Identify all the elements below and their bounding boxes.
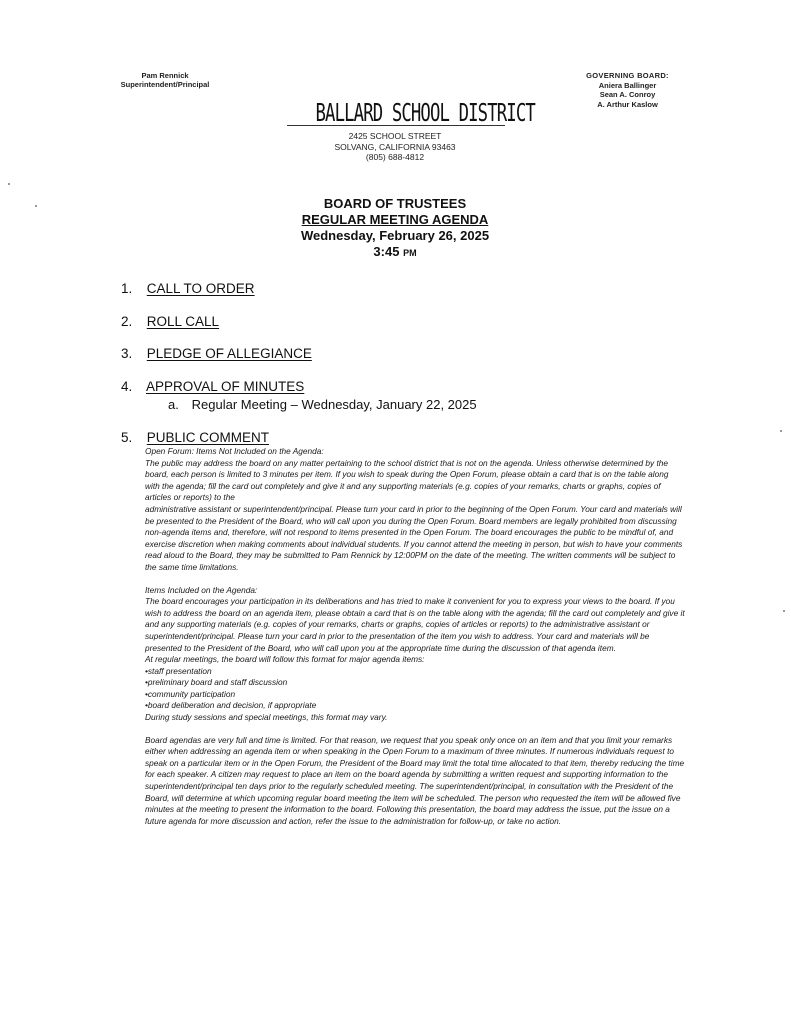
item-number: 4.: [121, 379, 133, 394]
address-city: SOLVANG, CALIFORNIA 93463: [334, 141, 456, 152]
public-comment-body: [145, 446, 685, 827]
item-number: 5.: [121, 430, 133, 445]
format-item: • community participation: [145, 689, 685, 701]
agenda-time: 3:45: [373, 244, 400, 259]
format-intro: At regular meetings, the board will follow this format for major agenda items:: [145, 654, 425, 665]
format-item: • staff presentation: [145, 666, 685, 678]
scan-speck: [8, 183, 10, 185]
scan-speck: [783, 610, 785, 612]
item-number: 1.: [121, 281, 133, 296]
agenda-line2: REGULAR MEETING AGENDA: [301, 212, 489, 227]
district-rule: [287, 125, 505, 126]
format-item: • preliminary board and staff discussion: [145, 677, 685, 689]
superintendent-block: [110, 71, 220, 89]
item-label: PLEDGE OF ALLEGIANCE: [146, 346, 312, 361]
open-forum-paragraph: The public may address the board on any matter pertaining to the school district that is not on the agenda. Unless otherwise determined by the board, each person is limited to 3 minutes per item. If you wish to speak during the Open Forum, please obtain a card that is on the table along with the agenda; fill the card out completely and give it and any supporting materials (e.g. copies of your remarks, charts or graphs, copies of articles or reports) to the: [145, 457, 669, 503]
subitem-text: Regular Meeting – Wednesday, January 22, 2025: [191, 397, 477, 412]
format-item: • board deliberation and decision, if appropriate: [145, 700, 685, 712]
superintendent-name: Pam Rennick: [141, 71, 189, 80]
agenda-time-suffix: PM: [403, 248, 417, 258]
minutes-subitem: [168, 397, 477, 413]
item-label: ROLL CALL: [146, 314, 220, 329]
governing-board-block: [570, 71, 685, 109]
address-street: 2425 SCHOOL STREET: [348, 131, 442, 141]
agenda-title: [250, 196, 540, 261]
item-number: 2.: [121, 314, 133, 329]
agenda-time-line: [250, 244, 540, 261]
board-member: Aniera Ballinger: [598, 80, 657, 90]
governing-board-title: GOVERNING BOARD:: [586, 71, 669, 80]
agenda-item-roll-call: [121, 314, 219, 330]
scan-speck: [780, 430, 782, 432]
format-outro: During study sessions and special meetings, this format may vary.: [145, 712, 388, 723]
format-list: [145, 666, 685, 712]
agenda-date: Wednesday, February 26, 2025: [300, 228, 490, 243]
board-member: Sean A. Conroy: [599, 90, 656, 99]
item-label: CALL TO ORDER: [146, 281, 255, 296]
open-forum-paragraph: administrative assistant or superintendent/principal. Please turn your card in prior to the beginning of the Open Forum. Your card and materials will be presented to the President of the Board, who will call upon you during the Open Forum. Board members are legally prohibited from discussing non-agenda items and, therefore, will not respond to items presented in the Open Forum. The board encourages the public to be mindful of, and exercise discretion when making comments about individual students. If you cannot attend the meeting in person, but wish to have your comments read aloud to the Board, they may be submitted to Pam Rennick by 12:00PM on the date of the meeting. The written comments will be subject to the same time limitations.: [145, 503, 683, 572]
district-address: [290, 131, 500, 163]
agenda-item-call-to-order: [121, 281, 255, 297]
superintendent-title: Superintendent/Principal: [120, 80, 210, 89]
board-member: A. Arthur Kaslow: [597, 99, 658, 109]
item-label: APPROVAL OF MINUTES: [146, 379, 305, 394]
district-name: BALLARD SCHOOL DISTRICT: [315, 98, 535, 128]
board-agendas-paragraph: Board agendas are very full and time is limited. For that reason, we request that you speak only once on an item and that you limit your remarks either when addressing an agenda item or when speaking in the Open Forum to a maximum of three minutes. If numerous individuals request to speak on a particular item or in the Open Forum, the President of the Board may limit the total time allocated to that item, thereby reducing the time for each speaker. A citizen may request to place an item on the board agenda by submitting a written request and supporting information to the superintendent/principal ten days prior to the regularly scheduled meeting. The superintendent/principal, in consultation with the President of the Board, will determine at which upcoming regular board meeting the item will be scheduled. The person who requested the item will be allowed five minutes at the meeting to present the information to the board. Following this presentation, the board may address the issue, put the issue on a future agenda for more discussion and action, refer the issue to the administration for follow-up, or take no action.: [145, 734, 685, 826]
address-phone: (805) 688-4812: [365, 152, 425, 162]
agenda-item-pledge: [121, 346, 312, 362]
item-label: PUBLIC COMMENT: [146, 430, 270, 445]
included-paragraph: The board encourages your participation in its deliberations and has tried to make it convenient for you to express your views to the board. If you wish to address the board on an agenda item, please obtain a card that is on the table along with the agenda; fill the card out completely and give it and any supporting materials (e.g. copies of your remarks, charts or graphs, copies of articles or reports) to the administrative assistant or superintendent/principal. Please turn your card in prior to the presentation of the item you wish to address. Your card and materials will be presented to the President of the Board, who will call upon you at the appropriate time during the discussion of that agenda item.: [145, 596, 685, 653]
open-forum-heading: Open Forum: Items Not Included on the Agenda:: [145, 446, 324, 456]
scan-speck: [35, 205, 37, 207]
subitem-letter: a.: [168, 397, 179, 412]
agenda-line1: BOARD OF TRUSTEES: [323, 196, 467, 211]
item-number: 3.: [121, 346, 133, 361]
agenda-item-approval-of-minutes: [121, 379, 304, 395]
included-heading: Items Included on the Agenda:: [145, 584, 258, 595]
agenda-item-public-comment: [121, 430, 269, 446]
